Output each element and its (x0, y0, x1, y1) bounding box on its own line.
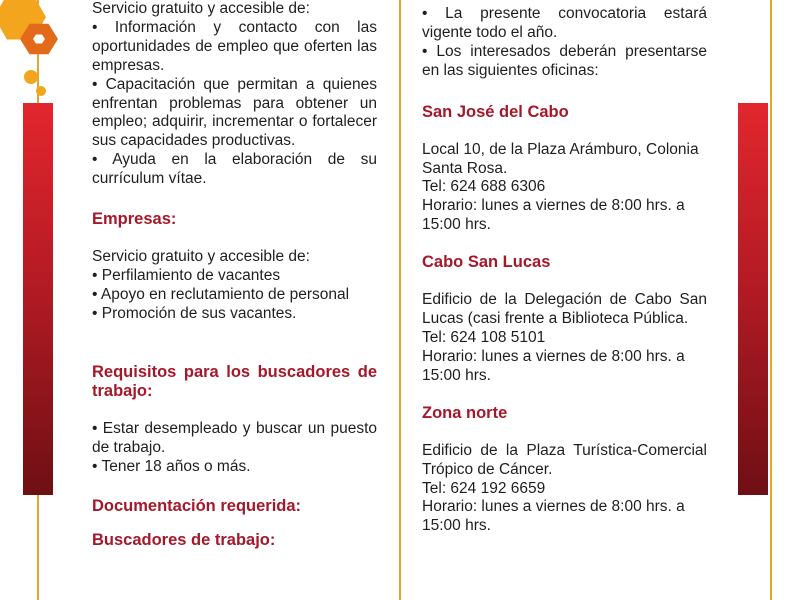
office-address: Edificio de la Plaza Turística-Comercial Trópico de Cáncer. (422, 441, 707, 478)
candidates-item: • Información y contacto con las oportunidades de empleo que oferten las empresas. (92, 18, 377, 74)
red-bar-left (23, 103, 53, 495)
requirements-item: • Estar desempleado y buscar un puesto de trabajo. (92, 419, 377, 456)
office-phone: Tel: 624 192 6659 (422, 479, 546, 497)
candidates-item: • Ayuda en la elaboración de su currículum vítae. (92, 151, 377, 188)
gold-frame-line-center (399, 0, 401, 600)
office-phone: Tel: 624 108 5101 (422, 328, 546, 346)
office-name-san-jose: San José del Cabo (422, 102, 569, 121)
office-name-zona-norte: Zona norte (422, 403, 508, 422)
requirements-item: • Tener 18 años o más. (92, 457, 251, 475)
office-address: Local 10, de la Plaza Arámburo, Colonia Santa Rosa. (422, 140, 699, 177)
companies-item: • Perfilamiento de vacantes (92, 266, 281, 284)
office-phone: Tel: 624 688 6306 (422, 178, 546, 196)
left-column (92, 0, 377, 550)
companies-item: • Promoción de sus vacantes. (92, 304, 297, 322)
documentation-heading: Documentación requerida: (92, 497, 302, 516)
office-name-cabo-san-lucas: Cabo San Lucas (422, 253, 551, 272)
companies-item: • Apoyo en reclutamiento de personal (92, 285, 350, 303)
office-address: Edificio de la Delegación de Cabo San Lucas (casi frente a Biblioteca Pública. (422, 291, 707, 328)
yellow-dot-decoration (24, 70, 38, 84)
companies-intro: Servicio gratuito y accesible de: (92, 248, 310, 266)
office-hours: Horario: lunes a viernes de 8:00 hrs. a 15:00 hrs. (422, 347, 685, 384)
companies-heading: Empresas: (92, 210, 177, 229)
office-hours: Horario: lunes a viernes de 8:00 hrs. a 15:00 hrs. (422, 498, 685, 535)
office-hours: Horario: lunes a viernes de 8:00 hrs. a 15:00 hrs. (422, 197, 685, 234)
red-bar-right (738, 103, 768, 495)
seekers-heading: Buscadores de trabajo: (92, 531, 276, 550)
note-item: • Los interesados deberán presentarse en las siguientes oficinas: (422, 42, 707, 79)
gold-frame-line-right (770, 0, 772, 600)
yellow-dot-small-decoration (36, 86, 46, 96)
right-column (422, 5, 707, 536)
candidates-item: • Capacitación que permitan a quienes enfrentan problemas para obtener un empleo; adquirir, incrementar o fortalecer sus capacidades productivas. (92, 75, 377, 150)
note-item: • La presente convocatoria estará vigente todo el año. (422, 5, 707, 41)
requirements-heading: Requisitos para los buscadores de trabajo: (92, 362, 377, 400)
candidates-intro: Servicio gratuito y accesible de: (92, 0, 310, 17)
